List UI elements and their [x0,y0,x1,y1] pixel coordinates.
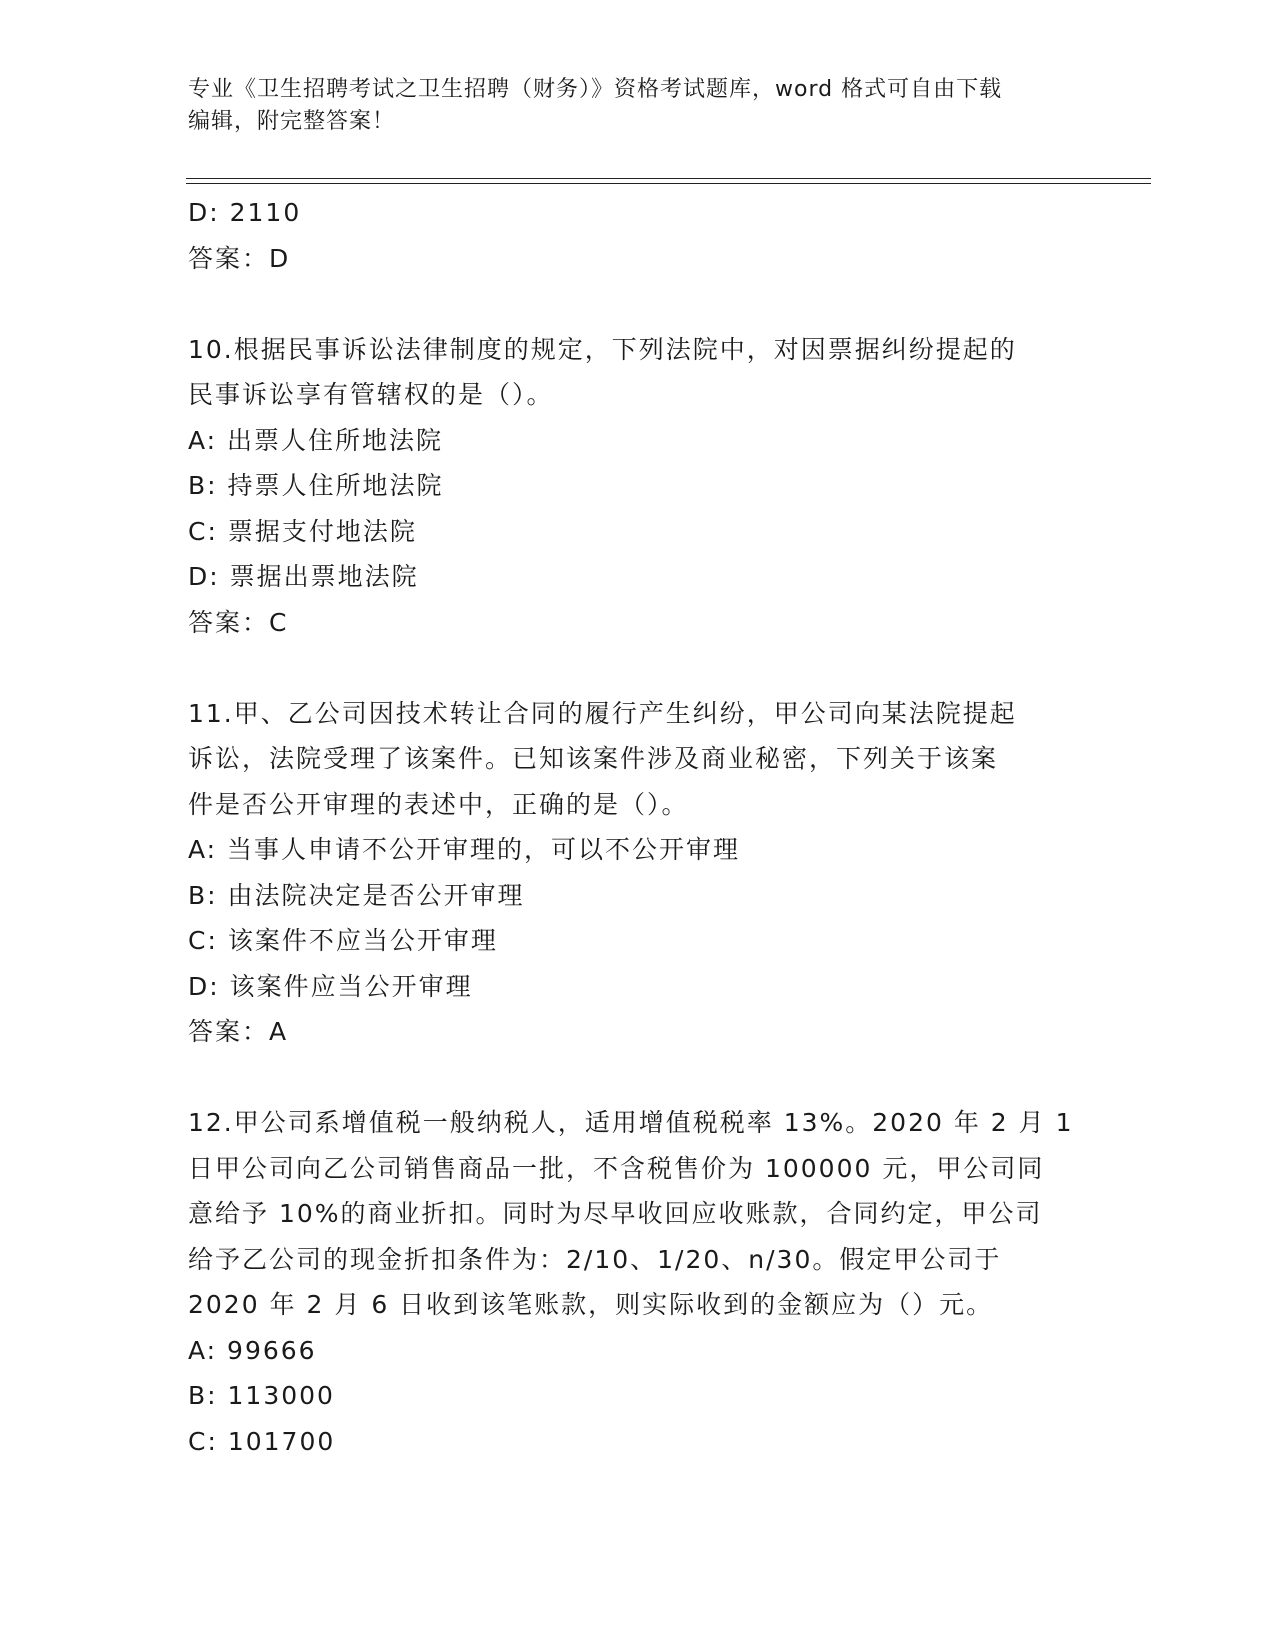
question-list [188,190,1088,1464]
question-text: 日甲公司向乙公司销售商品一批，不含税售价为 100000 元，甲公司同 [188,1153,1045,1183]
option-b: B: 持票人住所地法院 [188,471,444,500]
question-text: 11.甲、乙公司因技术转让合同的履行产生纠纷，甲公司向某法院提起 [188,698,1017,728]
spacer [188,281,1088,327]
question-text: 件是否公开审理的表述中，正确的是（）。 [188,789,689,819]
header-line-1: 专业《卫生招聘考试之卫生招聘（财务）》资格考试题库，word 格式可自由下载 [188,77,1003,102]
option-d: D: 2110 [188,198,302,227]
question-9-tail [188,190,1088,281]
question-text: 12.甲公司系增值税一般纳税人，适用增值税税率 13%。2020 年 2 月 1 [188,1108,1074,1137]
option-d: D: 该案件应当公开审理 [188,971,473,1001]
option-b: B: 113000 [188,1381,335,1410]
question-text: 诉讼，法院受理了该案件。已知该案件涉及商业秘密，下列关于该案 [188,744,999,773]
spacer [188,645,1088,691]
answer: 答案：C [188,607,289,637]
header-line-2: 编辑，附完整答案！ [188,109,396,134]
option-a: A: 出票人住所地法院 [188,425,444,455]
document-header [188,74,1088,138]
question-12 [188,1100,1088,1464]
option-d: D: 票据出票地法院 [188,562,419,591]
question-text: 意给予 10%的商业折扣。同时为尽早收回应收账款，合同约定，甲公司 [188,1199,1043,1228]
question-text: 民事诉讼享有管辖权的是（）。 [188,380,554,409]
spacer [188,1055,1088,1101]
option-c: C: 该案件不应当公开审理 [188,926,498,955]
option-c: C: 101700 [188,1426,336,1456]
question-text: 10.根据民事诉讼法律制度的规定，下列法院中，对因票据纠纷提起的 [188,334,1017,364]
answer: 答案：A [188,1017,289,1046]
option-b: B: 由法院决定是否公开审理 [188,880,525,910]
question-text: 给予乙公司的现金折扣条件为：2/10、1/20、n/30。假定甲公司于 [188,1244,1002,1274]
option-c: C: 票据支付地法院 [188,516,417,546]
header-rule-top [186,178,1151,179]
header-rule-bottom [186,183,1151,184]
question-11 [188,691,1088,1055]
option-a: A: 99666 [188,1335,317,1365]
option-a: A: 当事人申请不公开审理的，可以不公开审理 [188,835,741,864]
answer: 答案：D [188,243,291,273]
question-10 [188,327,1088,646]
question-text: 2020 年 2 月 6 日收到该笔账款，则实际收到的金额应为（）元。 [188,1290,994,1319]
